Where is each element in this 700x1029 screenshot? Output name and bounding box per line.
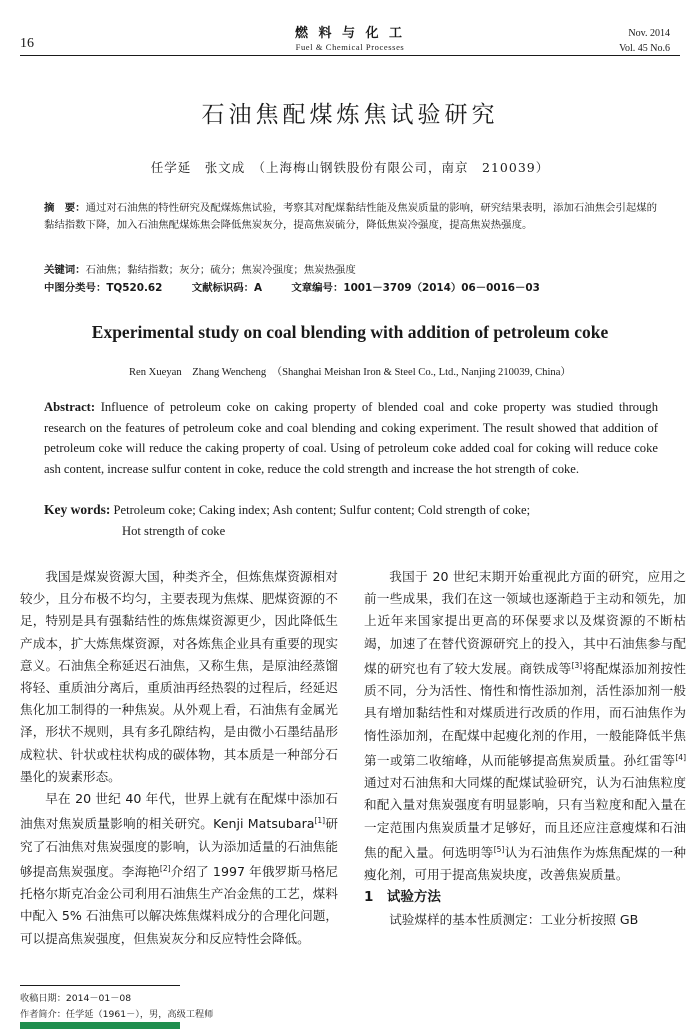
abstract-cn (44, 200, 660, 234)
body-column-right (364, 566, 686, 931)
keywords-cn-text: 石油焦；黏结指数；灰分；硫分；焦炭冷强度；焦炭热强度 (85, 264, 356, 276)
body-column-left (20, 566, 338, 950)
abstract-en-text: Influence of petroleum coke on caking property of blended coal and coke property was studied through research on the features of petroleum coke and coal blending and coking experiment. The result showed that addition of petroleum coke will reduce the caking property of coal. Using of petroleum coke added coal for coking will reduce coke ash content, increase sulfur content in coke, reduce the cold strength and increase the hot strength of coke. (44, 400, 658, 476)
body-paragraph (20, 788, 338, 950)
body-text: 通过对石油焦和大同煤的配煤试验研究，认为石油焦粒度和配入量对焦炭强度有明显影响，只有当粒度和配入量在一定范围内焦炭质量才足够好，而且还应注意瘦煤和石油焦的配入量。何选明等 (364, 775, 686, 860)
keywords-cn-label: 关键词： (44, 264, 86, 276)
authors-en: Ren Xueyan Zhang Wencheng （Shanghai Meishan Iron & Steel Co., Ltd., Nanjing 210039, China） (128, 367, 572, 378)
reference-mark: [4] (675, 752, 686, 762)
clc-code: 中图分类号：TQ520.62 (44, 282, 163, 294)
classification-row (44, 280, 660, 297)
keywords-cn (44, 262, 660, 279)
article-number: 文章编号：1001－3709（2014）06－0016－03 (291, 282, 540, 294)
journal-title-cn: 燃 料 与 化 工 (294, 26, 406, 41)
body-text: 将配煤添加剂按性质不同，分为活性、惰性和惰性添加剂，活性添加剂一般具有增加黏结性和对煤质进行改质的作用，而石油焦作为惰性添加剂，在配煤中起瘦化剂的作用，一般能降低半焦第一或第二收缩峰，从而能够提高焦炭质量。孙红雷等 (364, 661, 687, 768)
keywords-en-label: Key words: (44, 502, 111, 517)
reference-mark: [3] (571, 660, 583, 670)
issue-volume: Vol. 45 No.6 (619, 43, 670, 54)
article-title-cn: 石油焦配煤炼焦试验研究 (201, 102, 499, 128)
reference-mark: [2] (159, 863, 171, 873)
header-rule (20, 55, 680, 56)
abstract-cn-label: 摘 要： (44, 202, 86, 214)
body-paragraph: 试验煤样的基本性质测定：工业分析按照 GB (389, 911, 639, 927)
body-paragraph (364, 566, 686, 886)
section-heading: 1 试验方法 (364, 889, 441, 906)
document-code: 文献标识码：A (191, 282, 263, 294)
body-text: 早在 20 世纪 40 年代，世界上就有在配煤中添加石油焦对焦炭质量影响的相关研究。Kenji Matsubara (20, 791, 338, 832)
footer-accent-bar (20, 1022, 180, 1029)
abstract-cn-text: 通过对石油焦的特性研究及配煤炼焦试验，考察其对配煤黏结性能及焦炭质量的影响，研究结果表明，添加石油焦会引起煤的黏结指数下降，加入石油焦配煤炼焦会降低焦炭灰分，提高焦炭硫分，降低焦炭冷强度，提高焦炭热强度。 (44, 202, 658, 231)
keywords-en-line2: Hot strength of coke (122, 523, 226, 538)
received-date: 收稿日期：2014－01－08 (20, 993, 132, 1004)
journal-title-en: Fuel & Chemical Processes (295, 42, 405, 52)
author-bio: 作者简介：任学延（1961－），男，高级工程师 (20, 1009, 214, 1020)
body-text: 研究了石油焦对焦炭强度的影响，认为添加适量的石油焦能够提高焦炭强度。李海艳 (20, 816, 338, 880)
page-number: 16 (20, 36, 34, 51)
body-text: 我国于 20 世纪末期开始重视此方面的研究，应用之前一些成果，我们在这一领域也逐渐趋于主动和领先，加上近年来国家提出更高的环保要求以及煤资源的不断枯竭，加速了在替代资源研究上的投入，其中石油焦参与配煤的研究也有了较大发展。商铁成等 (364, 569, 686, 676)
keywords-en (44, 500, 658, 541)
article-title-en: Experimental study on coal blending with addition of petroleum coke (91, 322, 609, 342)
body-text: 认为石油焦作为炼焦配煤的一种瘦化剂，可用于提高焦炭块度，改善焦炭质量。 (364, 845, 687, 883)
keywords-en-line1: Petroleum coke; Caking index; Ash content; Sulfur content; Cold strength of coke; (110, 503, 531, 517)
abstract-en-label: Abstract: (44, 400, 96, 414)
body-paragraph: 我国是煤炭资源大国，种类齐全，但炼焦煤资源相对较少，且分布极不均匀，主要表现为焦煤、肥煤资源的不足，特别是具有强黏结性的炼焦煤资源更少，因此降低生产成本，扩大炼焦煤资源，对各炼焦企业具有重要的现实意义。石油焦全称延迟石油焦，又称生焦，是原油经蒸馏将轻、重质油分离后，重质油再经热裂的过程后，经延迟焦化加工制得的一种焦炭。从外观上看，石油焦有金属光泽，形状不规则，具有多孔隙结构，是由微小石墨结晶形成粒状、针状或柱状构成的碳体物，其本质是一种部分石墨化的炭素形态。 (20, 569, 338, 784)
body-text: 介绍了 1997 年俄罗斯马格尼托格尔斯克冶金公司利用石油焦生产冶金焦的工艺，煤料中配入 5% 石油焦可以解决炼焦煤料成分的合理化问题，可以提高焦炭强度，但焦炭灰分和反应特性会降低。 (20, 864, 339, 946)
authors-cn: 任学延 张文成 （上海梅山钢铁股份有限公司，南京 210039） (150, 160, 550, 175)
footnote-rule (20, 985, 180, 986)
reference-mark: [5] (493, 844, 505, 854)
reference-mark: [1] (314, 816, 326, 826)
abstract-en (44, 397, 658, 479)
issue-date: Nov. 2014 (628, 28, 670, 39)
